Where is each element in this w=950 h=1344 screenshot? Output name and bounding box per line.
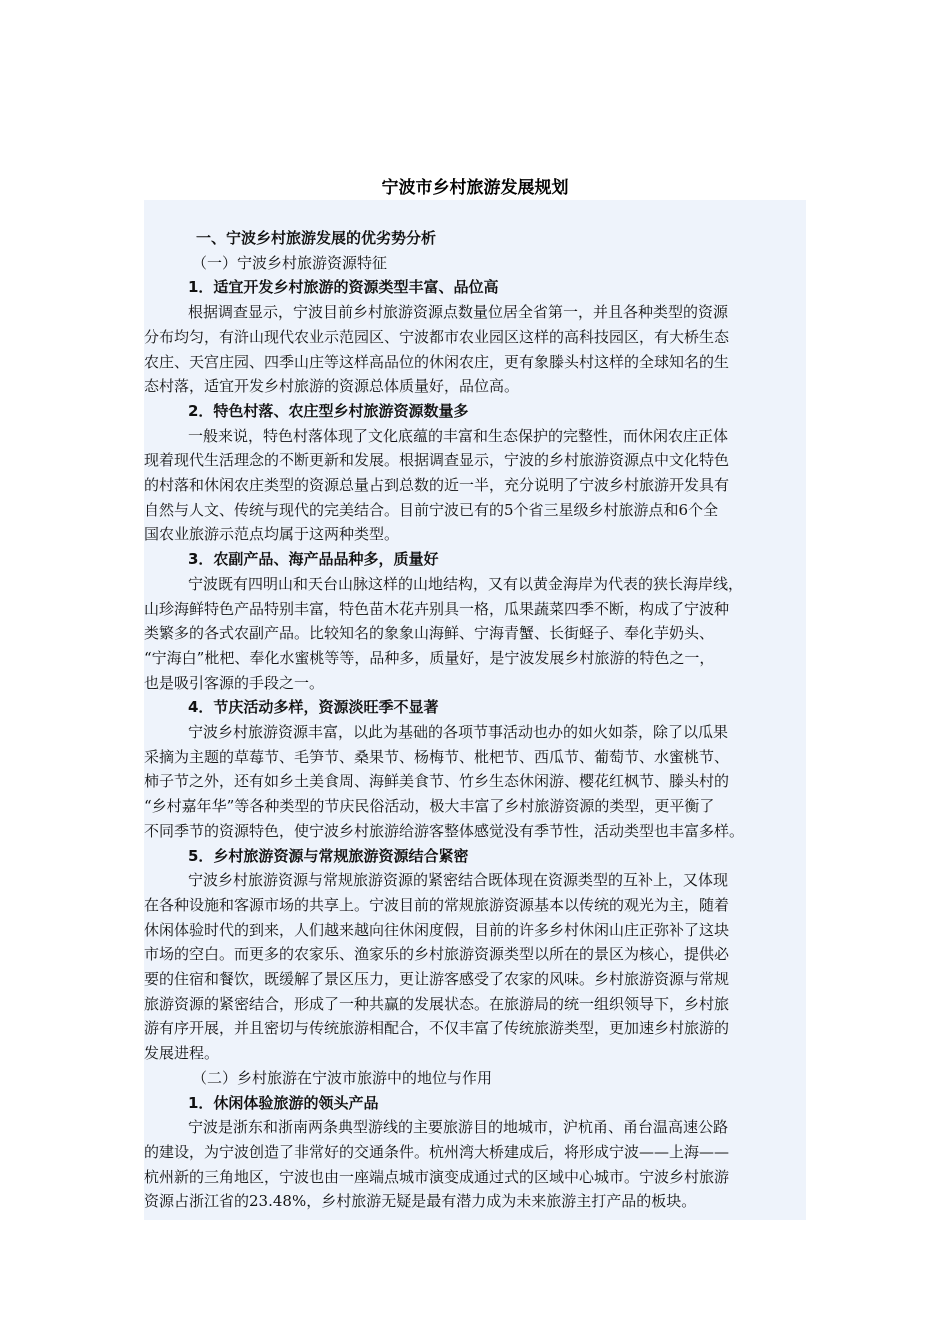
section-heading: 一、宁波乡村旅游发展的优劣势分析 [196,229,437,247]
paragraph-line: 发展进程。 [144,1044,220,1063]
paragraph-line: “乡村嘉年华”等各种类型的节庆民俗活动，极大丰富了乡村旅游资源的类型，更平衡了 [144,797,715,816]
paragraph-line: 休闲体验时代的到来，人们越来越向往休闲度假，目前的许多乡村休闲山庄正弥补了这块 [144,920,730,939]
item-heading: 4．节庆活动多样，资源淡旺季不显著 [188,698,439,717]
paragraph-line: 分布均匀，有浒山现代农业示范园区、宁波都市农业园区这样的高科技园区，有大桥生态 [144,327,730,346]
paragraph-line: 的建设，为宁波创造了非常好的交通条件。杭州湾大桥建成后，将形成宁波——上海—— [144,1142,730,1161]
item-heading: 2．特色村落、农庄型乡村旅游资源数量多 [188,401,469,420]
paragraph-line: 旅游资源的紧密结合，形成了一种共赢的发展状态。在旅游局的统一组织领导下，乡村旅 [144,994,730,1013]
item-heading: 5．乡村旅游资源与常规旅游资源结合紧密 [188,846,469,865]
paragraph-line: 态村落，适宜开发乡村旅游的资源总体质量好，品位高。 [144,377,520,396]
paragraph-first-line: 宁波是浙东和浙南两条典型游线的主要旅游目的地城市，沪杭甬、甬台温高速公路 [188,1118,729,1137]
paragraph-first-line: 宁波乡村旅游资源丰富，以此为基础的各项节事活动也办的如火如荼，除了以瓜果 [188,723,729,741]
item-heading: 1．适宜开发乡村旅游的资源类型丰富、品位高 [188,278,499,297]
subsection-heading: （二）乡村旅游在宁波市旅游中的地位与作用 [192,1068,493,1087]
paragraph-line: 现着现代生活理念的不断更新和发展。根据调查显示，宁波的乡村旅游资源点中文化特色 [144,451,730,470]
document-body [144,200,806,1220]
paragraph-line: 游有序开展，并且密切与传统旅游相配合，不仅丰富了传统旅游类型，更加速乡村旅游的 [144,1019,730,1038]
paragraph-line: 在各种设施和客源市场的共享上。宁波目前的常规旅游资源基本以传统的观光为主，随着 [144,895,730,914]
paragraph-first-line: 宁波既有四明山和天台山脉这样的山地结构，又有以黄金海岸为代表的狭长海岸线， [188,574,744,593]
paragraph-line: 农庄、天宫庄园、四季山庄等这样高品位的休闲农庄，更有象滕头村这样的全球知名的生 [144,352,730,371]
paragraph-line: 市场的空白。而更多的农家乐、渔家乐的乡村旅游资源类型以所在的景区为核心，提供必 [144,945,730,964]
paragraph-first-line: 根据调查显示，宁波目前乡村旅游资源点数量位居全省第一，并且各种类型的资源 [188,303,729,322]
document-title: 宁波市乡村旅游发展规划 [381,178,569,198]
paragraph-line: 国农业旅游示范点均属于这两种类型。 [144,525,400,544]
paragraph-first-line: 宁波乡村旅游资源与常规旅游资源的紧密结合既体现在资源类型的互补上，又体现 [188,871,729,890]
paragraph-line: 自然与人文、传统与现代的完美结合。目前宁波已有的5个省三星级乡村旅游点和6个全 [144,500,719,519]
subsection-heading: （一）宁波乡村旅游资源特征 [192,253,388,272]
paragraph-line: 柿子节之外，还有如乡土美食周、海鲜美食节、竹乡生态休闲游、樱花红枫节、滕头村的 [144,772,730,791]
paragraph-line: “宁海白”枇杷、奉化水蜜桃等等，品种多，质量好，是宁波发展乡村旅游的特色之一， [144,648,715,667]
paragraph-line: 类繁多的各式农副产品。比较知名的象象山海鲜、宁海青蟹、长街蛏子、奉化芋奶头、 [144,624,715,643]
paragraph-line: 资源占浙江省的23.48%，乡村旅游无疑是最有潜力成为未来旅游主打产品的板块。 [144,1192,697,1211]
paragraph-line: 不同季节的资源特色，使宁波乡村旅游给游客整体感觉没有季节性，活动类型也丰富多样。 [144,821,745,840]
paragraph-first-line: 一般来说，特色村落体现了文化底蕴的丰富和生态保护的完整性，而休闲农庄正体 [188,426,729,445]
paragraph-line: 山珍海鲜特色产品特别丰富，特色苗木花卉别具一格，瓜果蔬菜四季不断，构成了宁波种 [144,599,730,618]
paragraph-line: 杭州新的三角地区，宁波也由一座端点城市演变成通过式的区域中心城市。宁波乡村旅游 [144,1167,730,1186]
item-heading: 1．休闲体验旅游的领头产品 [188,1093,379,1112]
paragraph-line: 采摘为主题的草莓节、毛笋节、桑果节、杨梅节、枇杷节、西瓜节、葡萄节、水蜜桃节、 [144,747,730,766]
paragraph-line: 的村落和休闲农庄类型的资源总量占到总数的近一半，充分说明了宁波乡村旅游开发具有 [144,476,730,494]
paragraph-line: 要的住宿和餐饮，既缓解了景区压力，更让游客感受了农家的风味。乡村旅游资源与常规 [144,970,730,988]
item-heading: 3．农副产品、海产品品种多，质量好 [188,550,439,569]
paragraph-line: 也是吸引客源的手段之一。 [144,673,325,692]
